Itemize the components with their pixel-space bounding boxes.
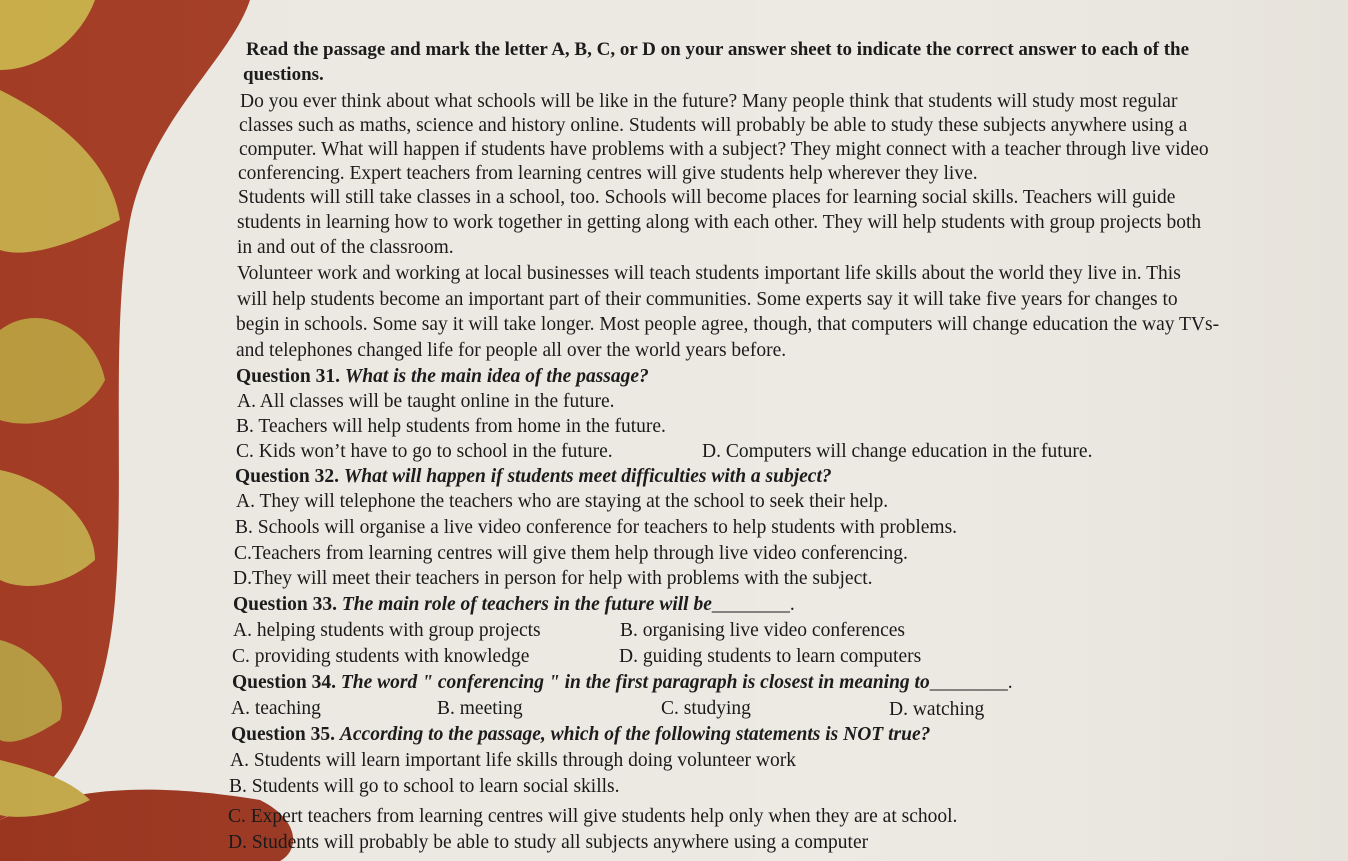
question-32-text: What will happen if students meet difficulties with a subject? <box>343 466 832 487</box>
question-33-text: The main role of teachers in the future will be <box>341 594 712 615</box>
q31-option-a: A. All classes will be taught online in the future. <box>237 391 615 412</box>
question-35-text: According to the passage, which of the following statements is NOT true? <box>339 724 931 745</box>
q33-option-b: B. organising live video conferences <box>620 620 906 641</box>
q35-option-d: D. Students will probably be able to study all subjects anywhere using a computer <box>228 832 869 853</box>
q32-option-a: A. They will telephone the teachers who are staying at the school to seek their help. <box>236 491 889 512</box>
q32-option-c: C.Teachers from learning centres will give them help through live video conferencing. <box>234 543 908 564</box>
question-31 <box>236 365 649 389</box>
q34-option-a: A. teaching <box>231 698 321 719</box>
question-35 <box>231 723 930 747</box>
passage-line-3: computer. What will happen if students have problems with a subject? They might connect with a teacher through live video <box>239 139 1209 160</box>
question-33 <box>233 593 795 617</box>
passage-line-9: will help students become an important part of their communities. Some experts say it will take five years for changes to <box>237 289 1178 310</box>
passage-line-8: Volunteer work and working at local businesses will teach students important life skills about the world they live in. This <box>237 263 1181 284</box>
question-34 <box>232 671 1013 695</box>
q33-option-a: A. helping students with group projects <box>233 620 541 641</box>
instruction-line-1: Read the passage and mark the letter A, B, C, or D on your answer sheet to indicate the correct answer to each of the <box>246 39 1190 60</box>
passage-line-6: students in learning how to work together in getting along with each other. They will help students with group projects both <box>237 212 1202 233</box>
question-31-text: What is the main idea of the passage? <box>344 366 649 387</box>
q35-option-c: C. Expert teachers from learning centres will give students help only when they are at school. <box>228 806 958 827</box>
question-35-label: Question 35. <box>231 724 340 745</box>
passage-line-4: conferencing. Expert teachers from learning centres will give students help wherever they live. <box>238 163 978 184</box>
passage-line-1: Do you ever think about what schools will be like in the future? Many people think that students will study most regular <box>240 91 1178 112</box>
passage-line-11: and telephones changed life for people all over the world years before. <box>236 340 787 361</box>
question-34-text: The word " conferencing " in the first paragraph is closest in meaning to <box>340 672 930 693</box>
q31-option-b: B. Teachers will help students from home in the future. <box>236 416 666 437</box>
question-31-label: Question 31. <box>236 366 345 387</box>
q34-option-b: B. meeting <box>437 698 523 719</box>
passage-line-10: begin in schools. Some say it will take longer. Most people agree, though, that computers will change education the way TVs- <box>236 314 1220 335</box>
q34-option-d: D. watching <box>889 699 985 720</box>
q32-option-b: B. Schools will organise a live video conference for teachers to help students with problems. <box>235 517 958 538</box>
question-34-label: Question 34. <box>232 672 341 693</box>
q33-option-d: D. guiding students to learn computers <box>619 646 922 667</box>
q35-option-b: B. Students will go to school to learn social skills. <box>229 776 620 797</box>
q33-option-c: C. providing students with knowledge <box>232 646 530 667</box>
question-34-blank: ________. <box>929 672 1013 693</box>
question-33-blank: ________. <box>711 594 795 615</box>
question-32 <box>235 465 832 489</box>
passage-line-5: Students will still take classes in a school, too. Schools will become places for learning social skills. Teachers will guide <box>238 187 1176 208</box>
question-32-label: Question 32. <box>235 466 344 487</box>
q31-option-c: C. Kids won’t have to go to school in the future. <box>236 441 613 462</box>
passage-line-2: classes such as maths, science and history online. Students will probably be able to study these subjects anywhere using a <box>239 115 1188 136</box>
instruction-line-2: questions. <box>243 64 324 85</box>
q34-option-c: C. studying <box>661 698 751 719</box>
question-33-label: Question 33. <box>233 594 342 615</box>
passage-line-7: in and out of the classroom. <box>237 237 454 258</box>
q35-option-a: A. Students will learn important life skills through doing volunteer work <box>230 750 796 771</box>
q31-option-d: D. Computers will change education in the future. <box>702 441 1093 462</box>
q32-option-d: D.They will meet their teachers in person for help with problems with the subject. <box>233 568 873 589</box>
